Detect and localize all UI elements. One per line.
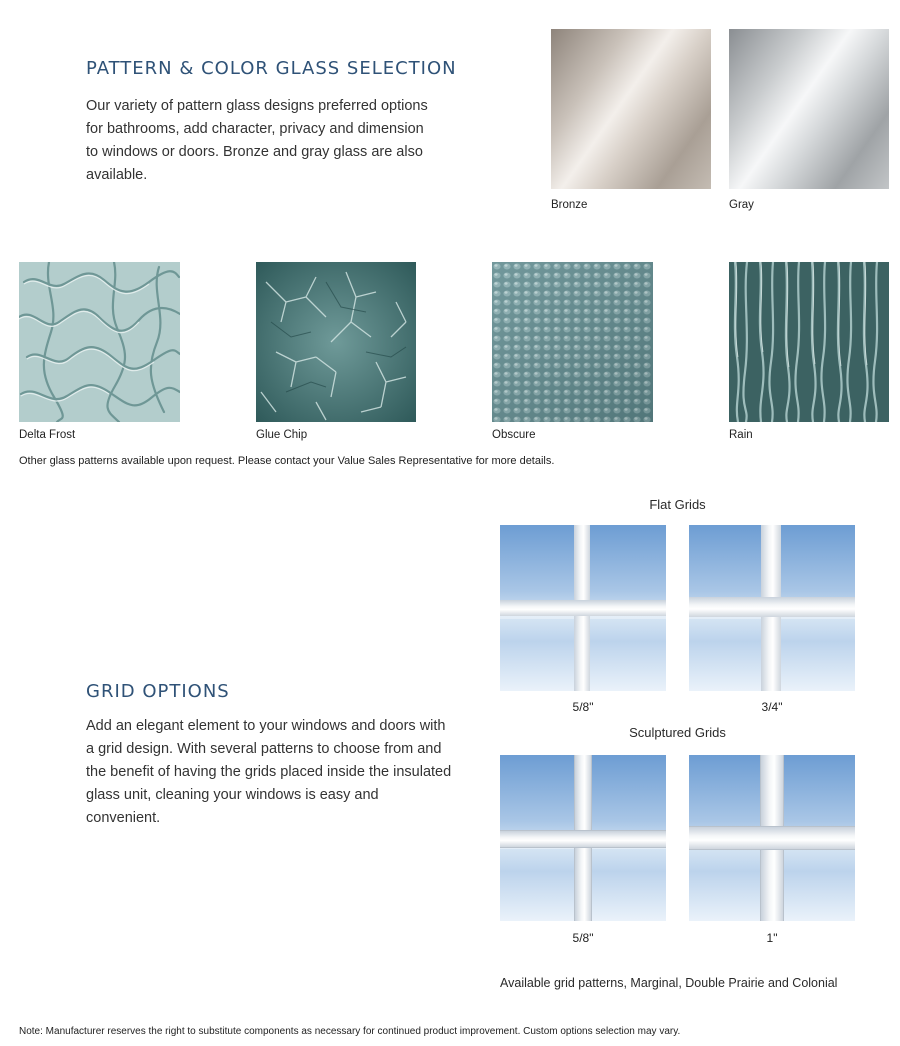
glass-availability-note: Other glass patterns available upon request. Please contact your Value Sales Representative for more details. (19, 455, 555, 467)
delta-frost-label: Delta Frost (19, 429, 76, 441)
rain-label: Rain (729, 429, 753, 441)
sculptured-grid-5-8-window (500, 755, 666, 921)
sculptured-grids-title: Sculptured Grids (629, 725, 726, 740)
description-line: glass unit, cleaning your windows is easy and convenient. (86, 787, 379, 826)
sculptured-grid-size-label: 5/8" (572, 931, 594, 945)
obscure-swatch (492, 262, 653, 422)
description-line: Our variety of pattern glass designs preferred options (86, 98, 428, 114)
bronze-glass-swatch (551, 29, 711, 189)
description-line: available. (86, 167, 148, 183)
rain-swatch (729, 262, 889, 422)
description-line: Add an elegant element to your windows and doors with (86, 718, 446, 734)
flat-grid-3-4-window (689, 525, 855, 691)
description-line: a grid design. With several patterns to choose from and (86, 741, 442, 757)
description-line: to windows or doors. Bronze and gray glass are also (86, 144, 423, 160)
glue-chip-swatch (256, 262, 416, 422)
gray-label: Gray (729, 199, 754, 211)
glue-chip-label: Glue Chip (256, 429, 308, 441)
description-line: for bathrooms, add character, privacy and dimension (86, 121, 424, 137)
flat-grids-title: Flat Grids (649, 497, 706, 512)
sculptured-grid-size-label: 1" (766, 931, 778, 945)
glass-section-heading: PATTERN & COLOR GLASS SELECTION (86, 58, 457, 79)
glass-section-description (86, 95, 446, 187)
flat-grid-size-label: 3/4" (761, 700, 783, 714)
description-line: the benefit of having the grids placed inside the insulated (86, 764, 452, 780)
flat-grid-5-8-window (500, 525, 666, 691)
footer-note: Note: Manufacturer reserves the right to substitute components as necessary for continued product improvement. Custom options selection may vary. (19, 1026, 681, 1037)
delta-frost-swatch (19, 262, 180, 422)
grid-section-description (86, 715, 456, 830)
obscure-label: Obscure (492, 429, 536, 441)
grid-section-heading: GRID OPTIONS (86, 681, 230, 702)
gray-glass-swatch (729, 29, 889, 189)
bronze-label: Bronze (551, 199, 588, 211)
sculptured-grid-1-window (689, 755, 855, 921)
flat-grid-size-label: 5/8" (572, 700, 594, 714)
grid-patterns-note: Available grid patterns, Marginal, Double Prairie and Colonial (500, 976, 838, 990)
